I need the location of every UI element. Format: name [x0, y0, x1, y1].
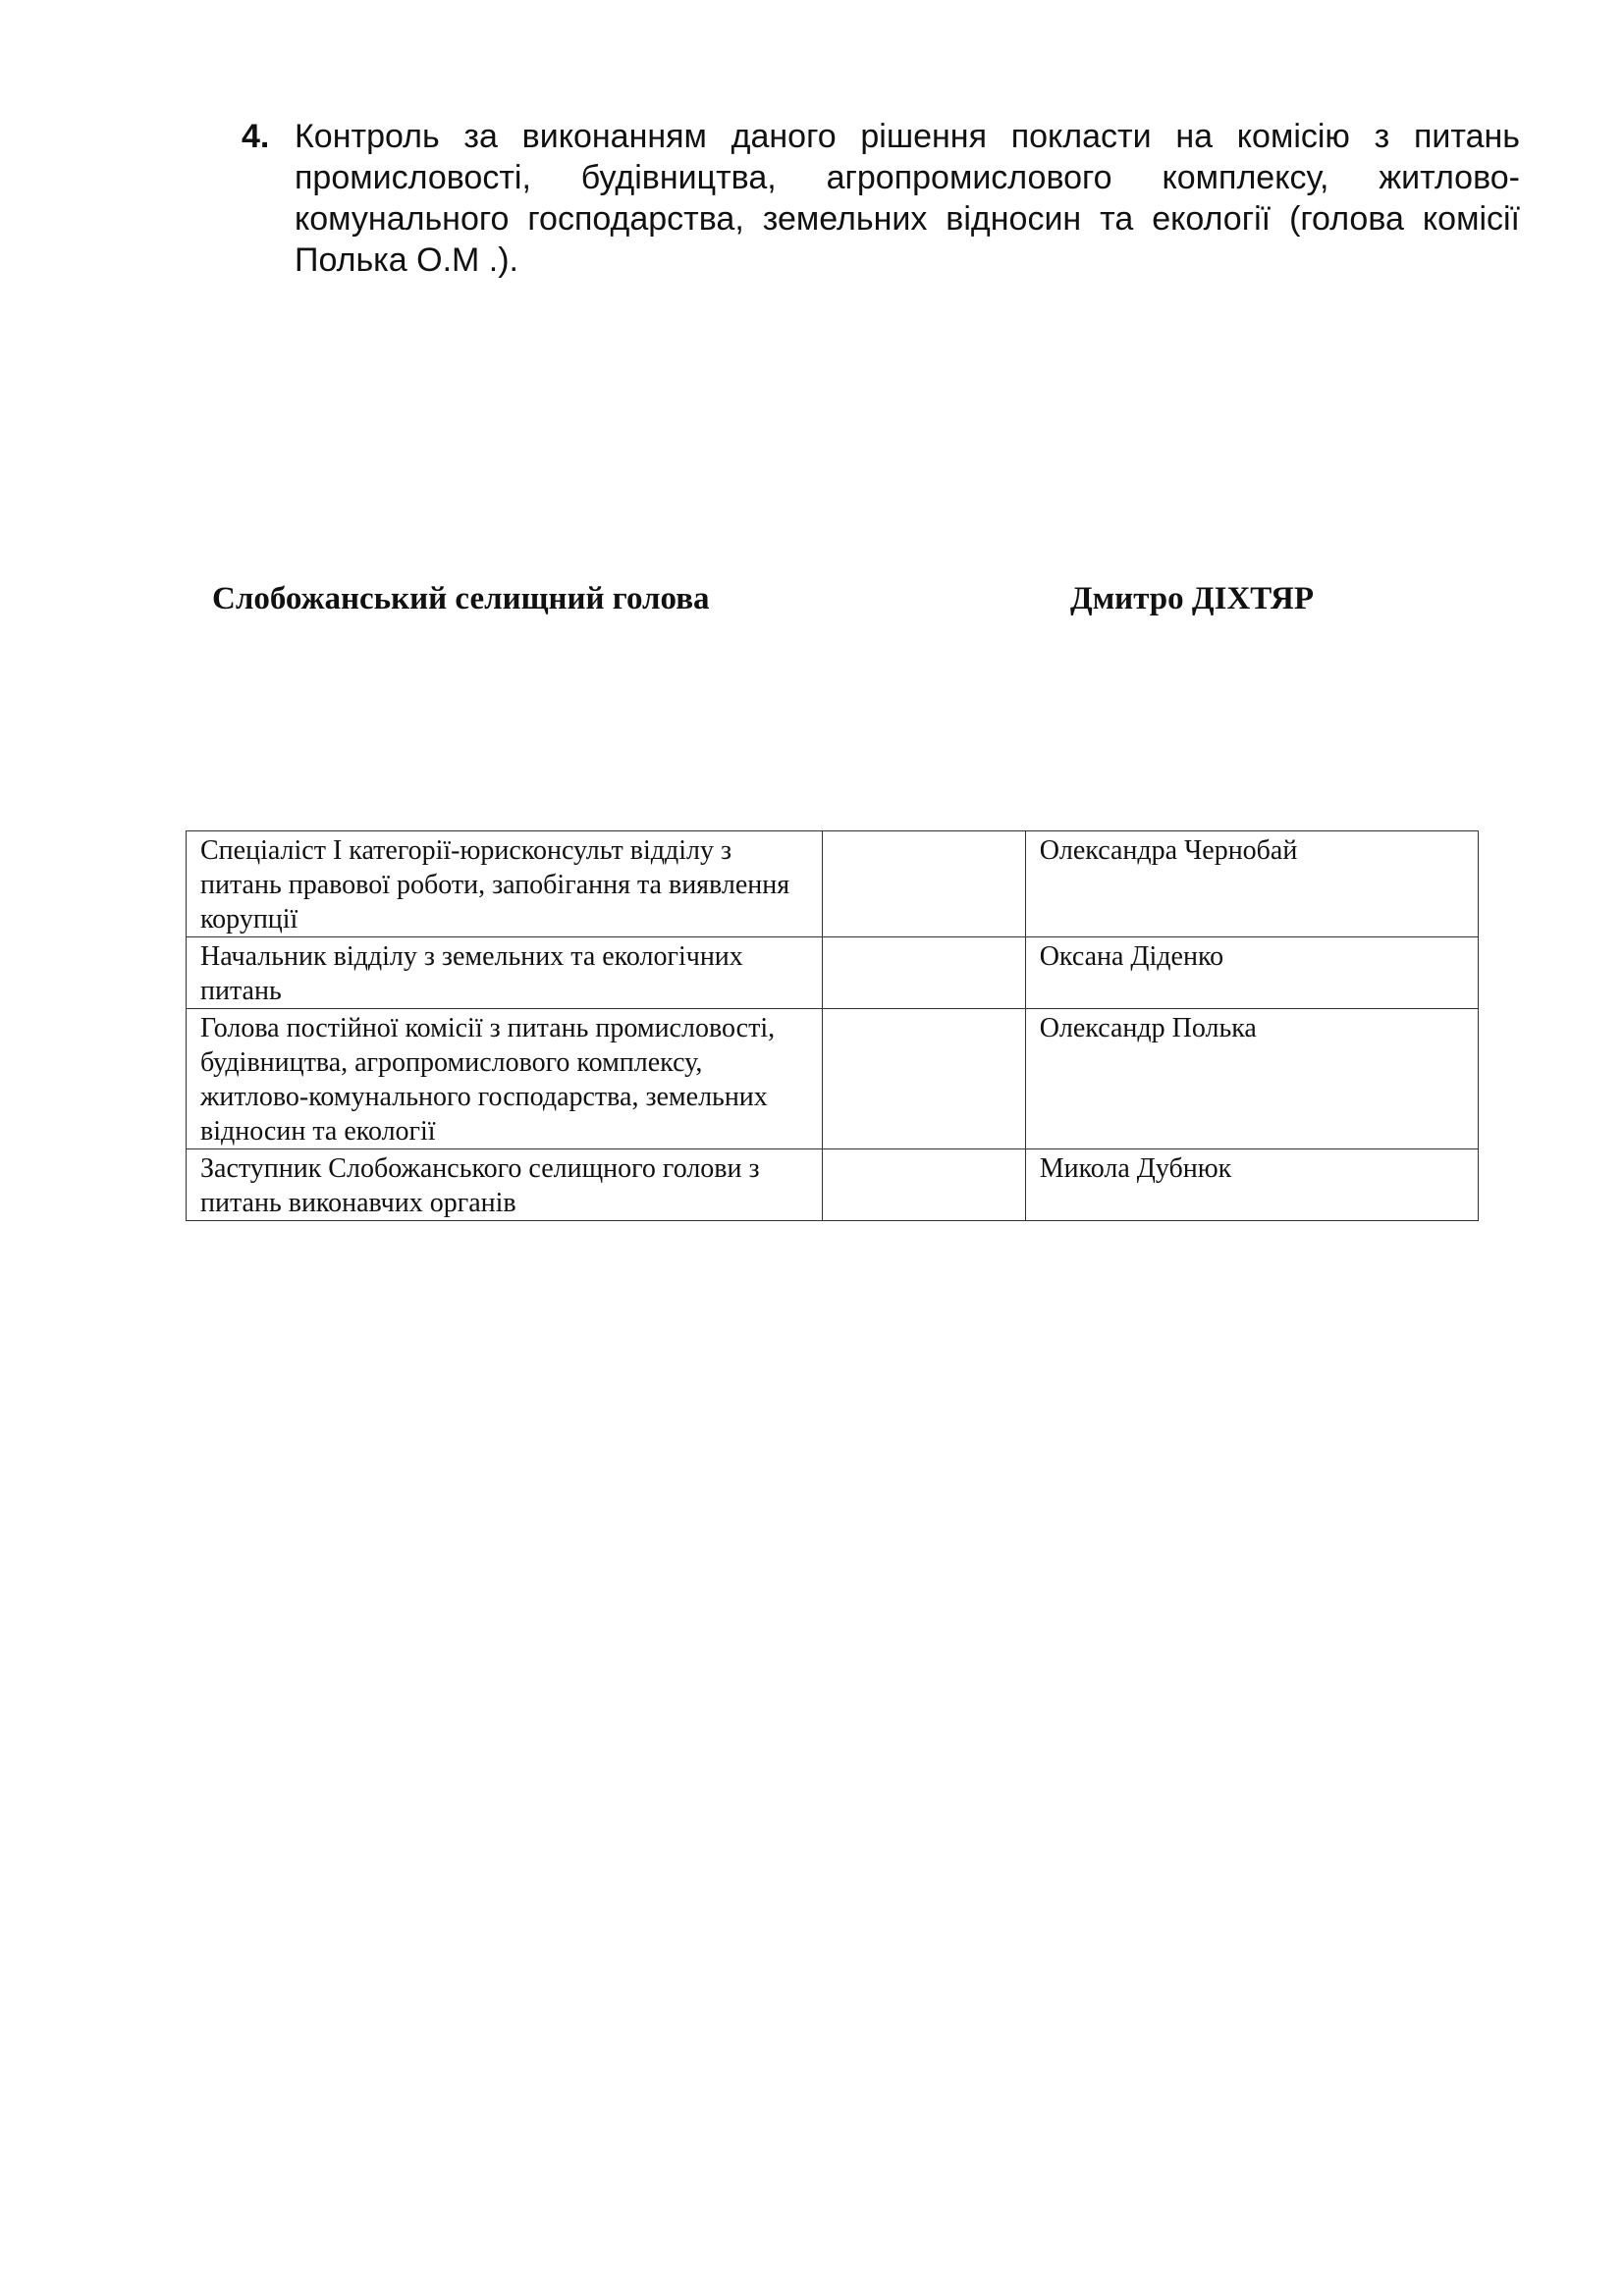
signature-cell	[822, 1149, 1025, 1221]
position-cell: Голова постійної комісії з питань промисловості, будівництва, агропромислового комплексу, житлово-комунального господарства, земельних відносин та екології	[187, 1009, 823, 1149]
name-cell: Олександр Полька	[1025, 1009, 1478, 1149]
table-row	[187, 831, 1479, 937]
signature-title: Слобожанський селищний голова	[212, 581, 710, 616]
signature-cell	[822, 831, 1025, 937]
signature-cell	[822, 937, 1025, 1009]
table-row	[187, 937, 1479, 1009]
approvals-table	[186, 830, 1479, 1221]
signature-cell	[822, 1009, 1025, 1149]
name-cell: Оксана Діденко	[1025, 937, 1478, 1009]
position-cell: Спеціаліст І категорії-юрисконсульт відділу з питань правової роботи, запобігання та виявлення корупції	[187, 831, 823, 937]
name-cell: Олександра Чернобай	[1025, 831, 1478, 937]
position-cell: Начальник відділу з земельних та екологічних питань	[187, 937, 823, 1009]
table-row	[187, 1149, 1479, 1221]
signature-name: Дмитро ДІХТЯР	[1070, 581, 1315, 616]
table-row	[187, 1009, 1479, 1149]
decision-item-4	[242, 116, 1520, 281]
item-number: 4.	[242, 118, 270, 155]
item-text: Контроль за виконанням даного рішення покласти на комісію з питань промисловості, будівництва, агропромислового комплексу, житлово-комунального господарства, земельних відносин та екології (голова комісії Полька О.М .).	[295, 118, 1520, 279]
name-cell: Микола Дубнюк	[1025, 1149, 1478, 1221]
position-cell: Заступник Слобожанського селищного голови з питань виконавчих органів	[187, 1149, 823, 1221]
